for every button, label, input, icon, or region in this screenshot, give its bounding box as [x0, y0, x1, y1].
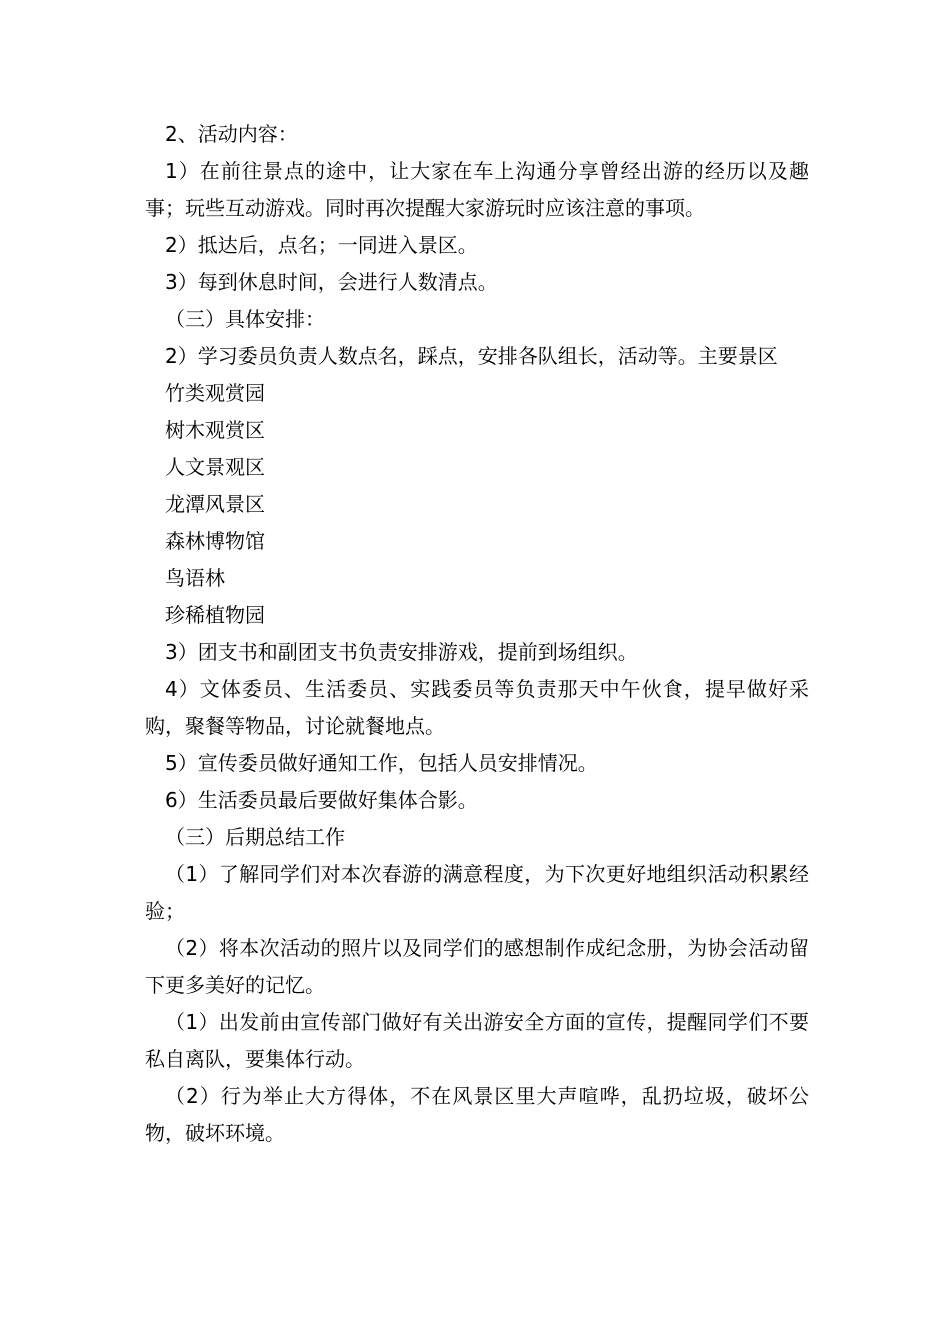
- list-item-scenic-area: 龙潭风景区: [165, 492, 265, 516]
- paragraph-publicity: 5）宣传委员做好通知工作，包括人员安排情况。: [165, 751, 598, 775]
- list-item-scenic-area: 森林博物馆: [165, 529, 265, 553]
- document-body: [145, 116, 809, 1152]
- paragraph-arrival: 2）抵达后，点名；一同进入景区。: [165, 233, 478, 257]
- paragraph-satisfaction: （1）了解同学们对本次春游的满意程度，为下次更好地组织活动积累经验；: [145, 862, 809, 923]
- list-item-scenic-area: 珍稀植物园: [165, 603, 265, 627]
- paragraph-headcount: 3）每到休息时间，会进行人数清点。: [165, 270, 498, 294]
- list-item-scenic-area: 竹类观赏园: [165, 381, 265, 405]
- paragraph-safety: （1）出发前由宣传部门做好有关出游安全方面的宣传，提醒同学们不要私自离队，要集体行动。: [145, 1010, 809, 1071]
- list-item-scenic-area: 鸟语林: [165, 566, 225, 590]
- paragraph-league-secretary: 3）团支书和副团支书负责安排游戏，提前到场组织。: [165, 640, 638, 664]
- paragraph-catering: 4）文体委员、生活委员、实践委员等负责那天中午伙食，提早做好采购，聚餐等物品，讨论就餐地点。: [145, 677, 809, 738]
- list-item-scenic-area: 人文景观区: [165, 455, 265, 479]
- list-item-scenic-area: 树木观赏区: [165, 418, 265, 442]
- paragraph-conduct: （2）行为举止大方得体，不在风景区里大声喧哗，乱扔垃圾，破坏公物，破坏环境。: [145, 1084, 809, 1145]
- heading-specific-arrangements: （三）具体安排：: [165, 307, 325, 331]
- heading-activity-content: 2、活动内容：: [165, 122, 298, 146]
- heading-summary-work: （三）后期总结工作: [165, 825, 345, 849]
- paragraph-study-committee: 2）学习委员负责人数点名，踩点，安排各队组长，活动等。主要景区: [165, 344, 778, 368]
- paragraph-album: （2）将本次活动的照片以及同学们的感想制作成纪念册，为协会活动留下更多美好的记忆。: [145, 936, 809, 997]
- paragraph-group-photo: 6）生活委员最后要做好集体合影。: [165, 788, 478, 812]
- paragraph-en-route: 1）在前往景点的途中，让大家在车上沟通分享曾经出游的经历以及趣事；玩些互动游戏。同时再次提醒大家游玩时应该注意的事项。: [145, 159, 809, 220]
